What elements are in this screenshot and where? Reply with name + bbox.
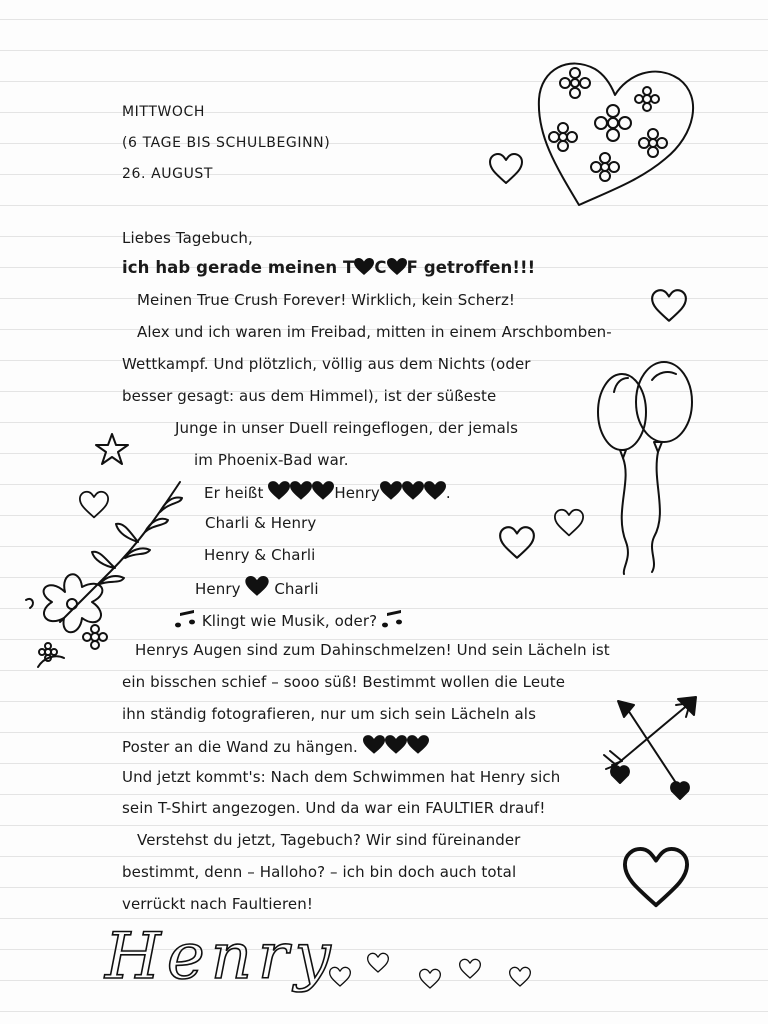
date: 26. AUGUST xyxy=(122,166,214,182)
henry-label: Henry xyxy=(195,580,241,598)
countdown: (6 TAGE BIS SCHULBEGINN) xyxy=(122,135,331,151)
heart-icon xyxy=(488,152,524,186)
star-icon xyxy=(94,432,130,468)
poster-line xyxy=(122,735,429,757)
bold-line xyxy=(122,258,535,278)
text-line: sein T-Shirt angezogen. Und da war ein FAULTIER drauf! xyxy=(122,799,546,817)
flower-branch-icon xyxy=(20,472,190,682)
heart-icon xyxy=(458,958,482,980)
heart-icon xyxy=(424,481,446,501)
heart-row-right xyxy=(380,484,446,502)
flower-icon xyxy=(549,123,577,151)
signature-henry: Henry xyxy=(105,920,337,994)
name-line xyxy=(204,481,451,503)
flower-icon xyxy=(635,87,659,111)
text-line: bestimmt, denn – Halloho? – ich bin doch auch total xyxy=(122,863,517,881)
heart-icon xyxy=(620,845,692,911)
music-note-icon xyxy=(382,607,404,629)
heart-row-left xyxy=(268,484,334,502)
heart-icon xyxy=(245,576,269,597)
flower-icon xyxy=(560,68,590,98)
heart-icon xyxy=(290,481,312,501)
heart-icon xyxy=(650,288,688,324)
text-line: verrückt nach Faultieren! xyxy=(122,895,313,913)
weekday: MITTWOCH xyxy=(122,104,206,120)
text-line: im Phoenix-Bad war. xyxy=(194,451,349,469)
name-line-name: Henry xyxy=(334,484,380,502)
music-line xyxy=(175,607,404,631)
heart-icon xyxy=(508,966,532,988)
heart-icon xyxy=(418,968,442,990)
flower-icon xyxy=(591,153,619,181)
text-line: Henrys Augen sind zum Dahinschmelzen! Und sein Lächeln ist xyxy=(135,641,610,659)
name-line-start: Er heißt xyxy=(204,484,269,502)
heart-icon xyxy=(366,952,390,974)
heart-icon xyxy=(354,258,374,276)
text-line: Charli & Henry xyxy=(205,514,317,532)
flower-icon xyxy=(595,105,631,141)
name-line-end: . xyxy=(445,484,451,502)
flower-icon xyxy=(639,129,667,157)
bold-line-end: F getroffen!!! xyxy=(406,258,536,277)
heart-icon xyxy=(363,735,385,755)
heart-icon xyxy=(385,735,407,755)
heart-icon xyxy=(402,481,424,501)
salutation: Liebes Tagebuch, xyxy=(122,229,253,247)
text-line: besser gesagt: aus dem Himmel), ist der süßeste xyxy=(122,387,497,405)
heart-icon xyxy=(312,481,334,501)
bold-line-mid: C xyxy=(374,258,387,277)
henry-charli-line xyxy=(195,576,319,599)
heart-icon xyxy=(380,481,402,501)
heart-icon xyxy=(553,508,585,538)
heart-icon xyxy=(387,258,407,276)
text-line: Meinen True Crush Forever! Wirklich, kein Scherz! xyxy=(137,291,516,309)
text-line: Henry & Charli xyxy=(204,546,316,564)
text-line: Alex und ich waren im Freibad, mitten in einem Arschbomben- xyxy=(137,323,612,341)
heart-icon xyxy=(328,966,352,988)
text-line: ihn ständig fotografieren, nur um sich sein Lächeln als xyxy=(122,705,536,723)
text-line: Verstehst du jetzt, Tagebuch? Wir sind füreinander xyxy=(137,831,521,849)
heart-row-end xyxy=(363,738,429,756)
charli-label: Charli xyxy=(274,580,319,598)
text-line: Poster an die Wand zu hängen. xyxy=(122,738,358,756)
text-line: Und jetzt kommt's: Nach dem Schwimmen hat Henry sich xyxy=(122,768,561,786)
text-line: Junge in unser Duell reingeflogen, der jemals xyxy=(175,419,519,437)
bold-line-start: ich hab gerade meinen T xyxy=(122,258,355,277)
balloon-icon xyxy=(592,362,702,577)
text-line: Wettkampf. Und plötzlich, völlig aus dem Nichts (oder xyxy=(122,355,531,373)
flower-icon xyxy=(83,625,107,649)
heart-icon xyxy=(268,481,290,501)
flower-heart-icon xyxy=(535,55,700,210)
text-line: ein bisschen schief – sooo süß! Bestimmt wollen die Leute xyxy=(122,673,566,691)
heart-icon xyxy=(498,525,536,561)
flower-icon xyxy=(44,574,103,632)
arrow-icon xyxy=(598,695,703,805)
heart-icon xyxy=(407,735,429,755)
music-line-text: Klingt wie Musik, oder? xyxy=(201,612,378,630)
